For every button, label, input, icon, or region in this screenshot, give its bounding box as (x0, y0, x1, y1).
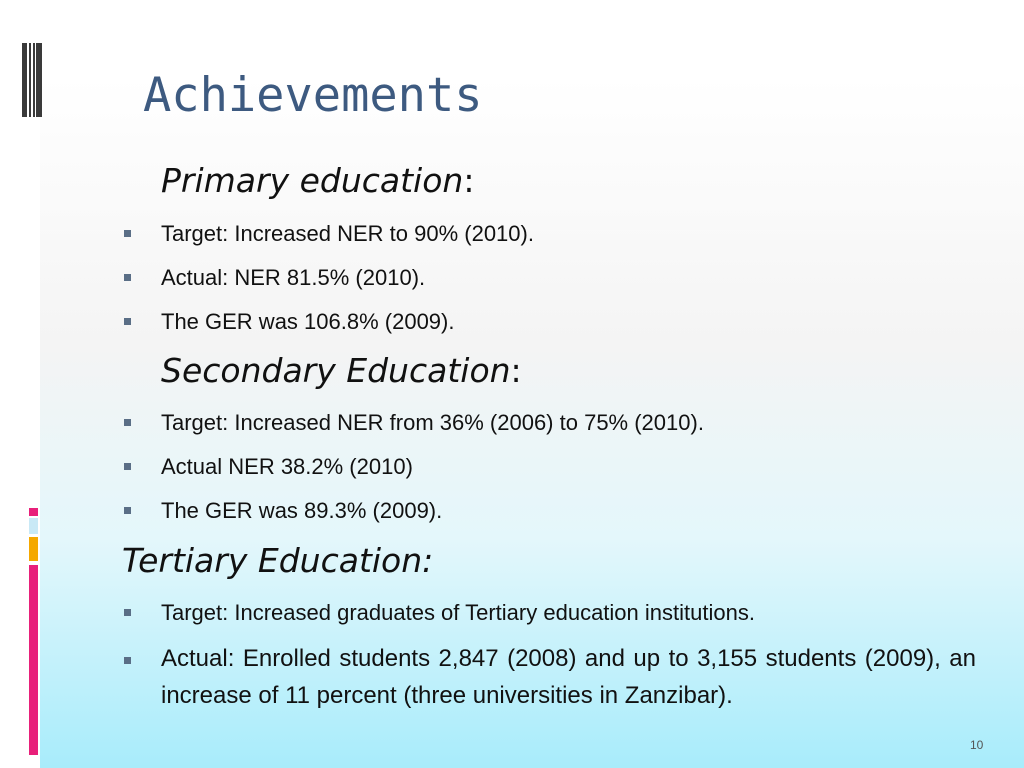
section-heading-primary: Primary education: (161, 161, 475, 200)
accent-pink-bar (29, 565, 38, 755)
bullet-square-icon (124, 507, 131, 514)
accent-orange-square (29, 537, 38, 561)
accent-lightblue-square (29, 518, 38, 534)
page-number: 10 (970, 738, 984, 752)
bullet-square-icon (124, 230, 131, 237)
bullet-square-icon (124, 419, 131, 426)
accent-pink-square (29, 508, 38, 516)
section-heading-tertiary: Tertiary Education: (122, 541, 434, 580)
vertical-bars-decoration (22, 43, 42, 117)
bullet-square-icon (124, 657, 131, 664)
section-heading-secondary: Secondary Education: (161, 351, 522, 390)
bullet-square-icon (124, 318, 131, 325)
left-decorative-panel (0, 0, 40, 768)
bullet-square-icon (124, 274, 131, 281)
slide: Achievements Primary education: Target: Increased NER to 90% (2010). Actual: NER 81.5% (2010). The GER was 106.8% (2009). Secondary Education: Target: Increased NER from 36% (2006) to 75% (2010). Actual NER 38.2% (2010) The GER was 89.3% (2009). Tertiary Education: Target: Increased graduates of Tertiary education institutions. Actual: Enrolled students 2,847 (2008) and up to 3,155 students (2009), an increase of 11 percent (three universities in Zanzibar). 10 (0, 0, 1024, 768)
bullet-square-icon (124, 463, 131, 470)
bullet-square-icon (124, 609, 131, 616)
slide-title: Achievements (143, 68, 483, 123)
